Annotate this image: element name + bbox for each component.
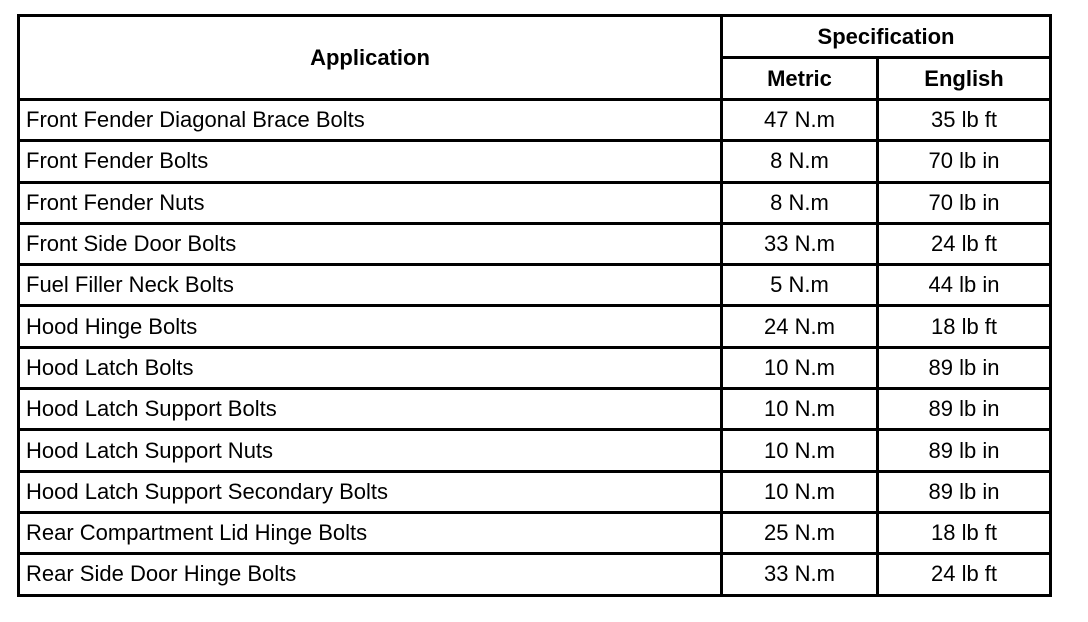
table-row: [19, 100, 1051, 141]
metric-cell: 33 N.m: [722, 554, 878, 595]
table-row: [19, 141, 1051, 182]
english-cell: 89 lb in: [878, 471, 1051, 512]
specification-header: Specification: [722, 16, 1051, 58]
metric-cell: 10 N.m: [722, 430, 878, 471]
application-cell: Hood Latch Support Secondary Bolts: [19, 471, 722, 512]
metric-cell: 8 N.m: [722, 182, 878, 223]
table-row: [19, 265, 1051, 306]
metric-cell: 24 N.m: [722, 306, 878, 347]
application-header: Application: [19, 16, 722, 100]
english-cell: 89 lb in: [878, 347, 1051, 388]
metric-cell: 10 N.m: [722, 471, 878, 512]
fastener-specification-table: [17, 14, 1052, 597]
english-cell: 24 lb ft: [878, 223, 1051, 264]
metric-cell: 8 N.m: [722, 141, 878, 182]
english-cell: 70 lb in: [878, 141, 1051, 182]
metric-header: Metric: [722, 58, 878, 100]
english-cell: 35 lb ft: [878, 100, 1051, 141]
application-cell: Hood Latch Support Nuts: [19, 430, 722, 471]
english-cell: 89 lb in: [878, 389, 1051, 430]
table-row: [19, 182, 1051, 223]
english-cell: 89 lb in: [878, 430, 1051, 471]
table-row: [19, 306, 1051, 347]
table-row: [19, 430, 1051, 471]
application-cell: Front Fender Diagonal Brace Bolts: [19, 100, 722, 141]
application-cell: Front Fender Bolts: [19, 141, 722, 182]
application-cell: Hood Latch Bolts: [19, 347, 722, 388]
metric-cell: 33 N.m: [722, 223, 878, 264]
table-row: [19, 512, 1051, 553]
application-cell: Front Fender Nuts: [19, 182, 722, 223]
english-cell: 44 lb in: [878, 265, 1051, 306]
metric-cell: 10 N.m: [722, 347, 878, 388]
metric-cell: 25 N.m: [722, 512, 878, 553]
english-cell: 24 lb ft: [878, 554, 1051, 595]
metric-cell: 5 N.m: [722, 265, 878, 306]
table-row: [19, 471, 1051, 512]
metric-cell: 47 N.m: [722, 100, 878, 141]
table-row: [19, 389, 1051, 430]
english-cell: 70 lb in: [878, 182, 1051, 223]
metric-cell: 10 N.m: [722, 389, 878, 430]
application-cell: Rear Side Door Hinge Bolts: [19, 554, 722, 595]
application-cell: Fuel Filler Neck Bolts: [19, 265, 722, 306]
application-cell: Hood Hinge Bolts: [19, 306, 722, 347]
application-cell: Rear Compartment Lid Hinge Bolts: [19, 512, 722, 553]
application-cell: Front Side Door Bolts: [19, 223, 722, 264]
table-row: [19, 223, 1051, 264]
application-cell: Hood Latch Support Bolts: [19, 389, 722, 430]
english-cell: 18 lb ft: [878, 306, 1051, 347]
english-header: English: [878, 58, 1051, 100]
english-cell: 18 lb ft: [878, 512, 1051, 553]
table-row: [19, 347, 1051, 388]
table-row: [19, 554, 1051, 595]
